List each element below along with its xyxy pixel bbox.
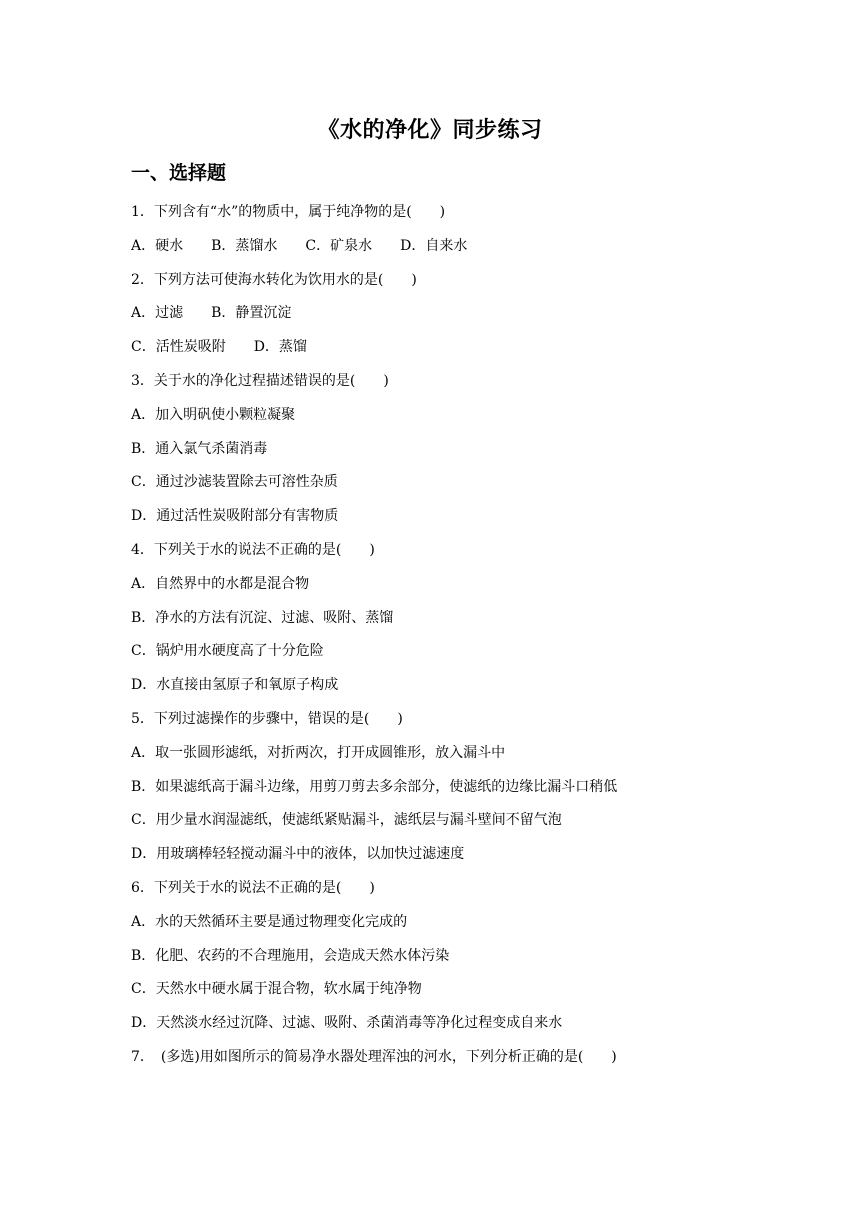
- question-5-option-c: C．用少量水润湿滤纸，使滤纸紧贴漏斗，滤纸层与漏斗壁间不留气泡: [131, 812, 562, 829]
- section-heading: 一、选择题: [131, 162, 227, 184]
- question-2-options-cd: C．活性炭吸附 D．蒸馏: [131, 339, 307, 356]
- question-4-option-b: B．净水的方法有沉淀、过滤、吸附、蒸馏: [131, 609, 394, 626]
- question-3-option-c: C．通过沙滤装置除去可溶性杂质: [131, 474, 338, 491]
- question-5-stem: 5．下列过滤操作的步骤中，错误的是( ): [131, 710, 403, 727]
- question-list: [131, 196, 811, 1075]
- question-4-stem: 4．下列关于水的说法不正确的是( ): [131, 541, 375, 558]
- question-5-option-b: B．如果滤纸高于漏斗边缘，用剪刀剪去多余部分，使滤纸的边缘比漏斗口稍低: [131, 778, 618, 795]
- question-6-option-d: D．天然淡水经过沉降、过滤、吸附、杀菌消毒等净化过程变成自来水: [131, 1015, 563, 1032]
- question-6-option-c: C．天然水中硬水属于混合物，软水属于纯净物: [131, 981, 422, 998]
- question-6-option-b: B．化肥、农药的不合理施用，会造成天然水体污染: [131, 947, 450, 964]
- question-1-stem: 1．下列含有“水”的物质中，属于纯净物的是( ): [131, 204, 446, 220]
- question-6-option-a: A．水的天然循环主要是通过物理变化完成的: [131, 913, 408, 930]
- question-2-options-ab: A．过滤 B．静置沉淀: [131, 305, 292, 322]
- question-3-option-d: D．通过活性炭吸附部分有害物质: [131, 508, 339, 525]
- question-2-stem: 2．下列方法可使海水转化为饮用水的是( ): [131, 271, 417, 288]
- question-3-stem: 3．关于水的净化过程描述错误的是( ): [131, 372, 389, 389]
- question-6-stem: 6．下列关于水的说法不正确的是( ): [131, 879, 375, 896]
- question-3-option-a: A．加入明矾使小颗粒凝聚: [131, 406, 296, 423]
- question-1-options: A．硬水 B．蒸馏水 C．矿泉水 D．自来水: [131, 237, 468, 254]
- question-4-option-c: C．锅炉用水硬度高了十分危险: [131, 643, 324, 660]
- question-5-option-a: A．取一张圆形滤纸，对折两次，打开成圆锥形，放入漏斗中: [131, 744, 506, 761]
- question-3-option-b: B．通入氯气杀菌消毒: [131, 440, 268, 457]
- document-title: 《水的净化》同步练习: [317, 117, 543, 143]
- question-4-option-d: D．水直接由氢原子和氧原子构成: [131, 677, 339, 694]
- question-7-stem: 7． (多选)用如图所示的简易净水器处理浑浊的河水，下列分析正确的是( ): [131, 1048, 617, 1065]
- question-4-option-a: A．自然界中的水都是混合物: [131, 575, 310, 592]
- question-5-option-d: D．用玻璃棒轻轻搅动漏斗中的液体，以加快过滤速度: [131, 846, 465, 863]
